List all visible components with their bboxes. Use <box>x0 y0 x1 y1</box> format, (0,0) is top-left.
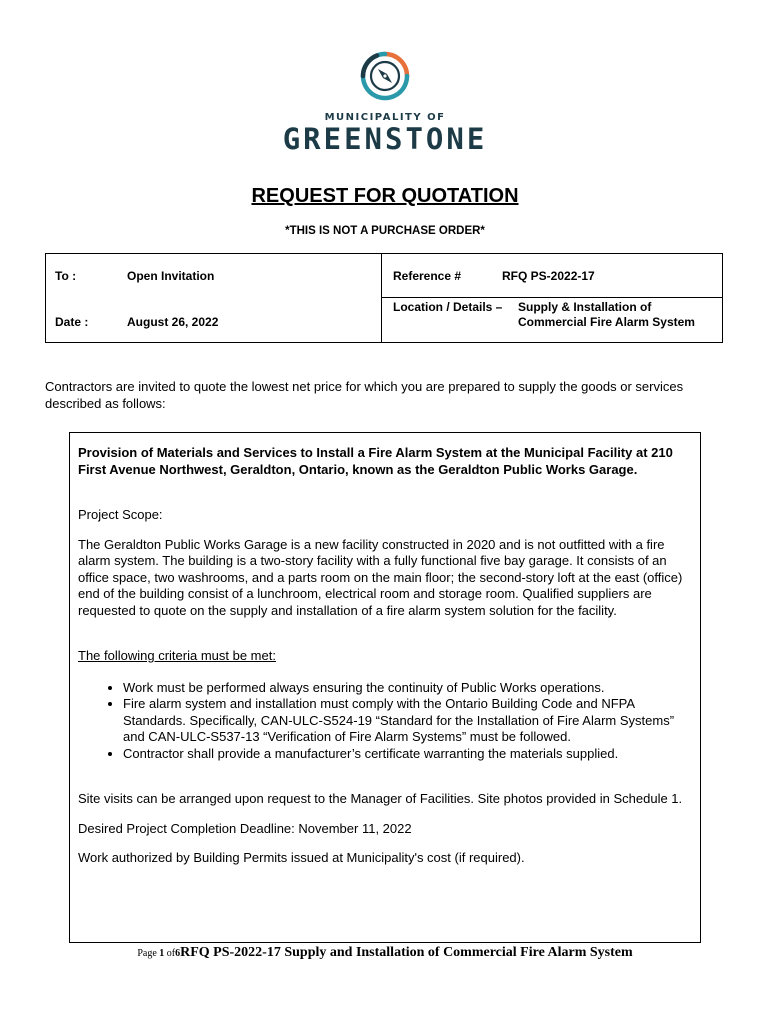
criteria-list <box>78 680 692 763</box>
logo-municipality-text: MUNICIPALITY OF <box>324 112 446 123</box>
criteria-item: • Contractor shall provide a manufacturer’s certificate warranting the materials supplied. <box>123 746 692 763</box>
deadline-text: Desired Project Completion Deadline: November 11, 2022 <box>78 820 412 836</box>
scope-heading: Provision of Materials and Services to Install a Fire Alarm System at the Municipal Facility at 210 First Avenue Northwest, Geraldton, Ontario, known as the Geraldton Public Works Garage. <box>78 445 673 477</box>
compass-logo-icon <box>359 50 411 102</box>
document-title: REQUEST FOR QUOTATION <box>251 185 519 207</box>
site-visits-text: Site visits can be arranged upon request to the Manager of Facilities. Site photos provided in Schedule 1. <box>78 791 683 806</box>
footer-of-word: of <box>166 948 176 959</box>
location-value-line1: Supply & Installation of <box>518 300 652 314</box>
document-subtitle: *THIS IS NOT A PURCHASE ORDER* <box>285 225 485 237</box>
municipality-logo <box>0 50 770 155</box>
date-value: August 26, 2022 <box>127 315 219 329</box>
to-label: To : <box>55 269 77 283</box>
info-table <box>45 253 723 343</box>
scope-box <box>69 432 701 943</box>
criteria-label: The following criteria must be met: <box>78 648 276 663</box>
project-scope-text: The Geraldton Public Works Garage is a new facility constructed in 2020 and is not outfitted with a fire alarm system. The building is a two-story facility with a fully functional five bay garage. It consists of an office space, two washrooms, and a parts room on the main floor; the second-story loft at the east (office) end of the building consist of a lunchroom, electrical room and storage room. Qualified suppliers are requested to quote on the supply and installation of a fire alarm system solution for the facility. <box>78 536 683 618</box>
project-scope-label: Project Scope: <box>78 507 163 522</box>
reference-label: Reference # <box>393 269 462 283</box>
date-label: Date : <box>55 315 89 329</box>
footer-page-total: 6 <box>175 948 181 959</box>
info-table-horizontal-divider <box>381 297 722 298</box>
footer-page-number: 1 <box>159 948 165 959</box>
to-value: Open Invitation <box>127 269 215 283</box>
permits-text: Work authorized by Building Permits issued at Municipality's cost (if required). <box>78 850 525 865</box>
location-value-line2: Commercial Fire Alarm System <box>518 315 695 329</box>
info-table-vertical-divider <box>381 254 382 342</box>
location-label: Location / Details – <box>393 300 503 314</box>
logo-greenstone-text: GREENSTONE <box>282 122 488 156</box>
criteria-item: • Work must be performed always ensuring the continuity of Public Works operations. <box>123 680 692 697</box>
criteria-item: • Fire alarm system and installation must comply with the Ontario Building Code and NFPA Standards. Specifically, CAN-ULC-S524-19 “Standard for the Installation of Fire Alarm Systems” and CAN-ULC-S537-13 “Verification of Fire Alarm Systems” must be followed. <box>123 696 692 746</box>
footer-page-word: Page <box>137 948 157 959</box>
footer-doc-title: RFQ PS-2022-17 Supply and Installation of Commercial Fire Alarm System <box>180 945 633 960</box>
reference-value: RFQ PS-2022-17 <box>502 269 595 283</box>
intro-paragraph: Contractors are invited to quote the lowest net price for which you are prepared to supply the goods or services described as follows: <box>45 379 684 411</box>
page-footer <box>0 945 770 961</box>
